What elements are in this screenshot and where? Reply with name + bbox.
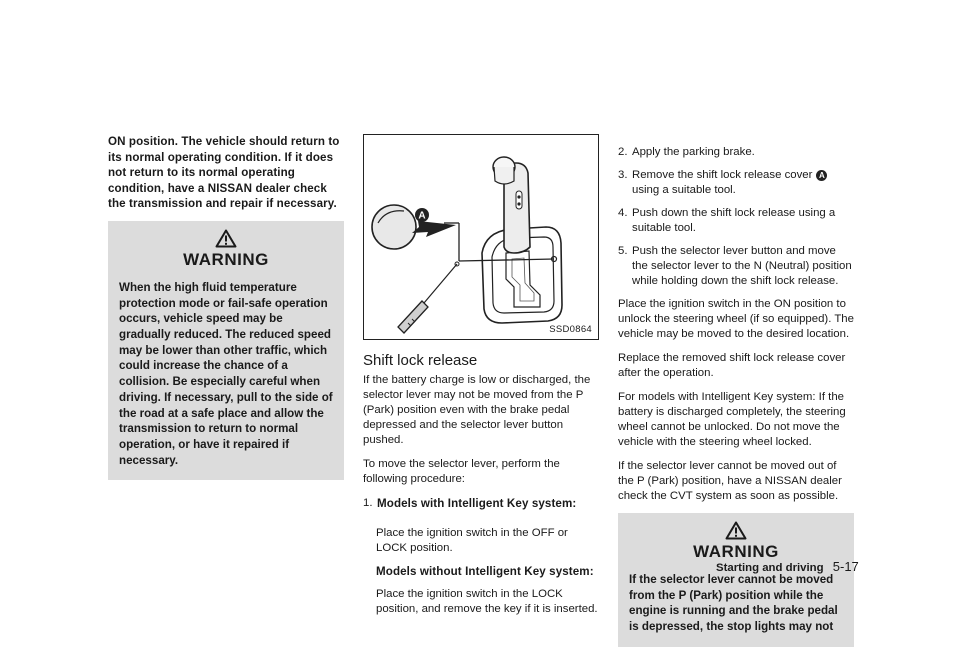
procedure-step-3 (618, 168, 854, 198)
step-text-end: using a suitable tool. (632, 184, 736, 196)
warning-title: WARNING (183, 249, 269, 269)
label-a-badge: A (816, 170, 827, 181)
step-1-details (363, 526, 599, 618)
step-text (632, 168, 854, 198)
figure-code: SSD0864 (549, 324, 592, 335)
page-footer (716, 559, 859, 574)
procedure-step-5 (618, 244, 854, 289)
footer-section: Starting and driving (716, 562, 824, 574)
step-text-start: Remove the shift lock release cover (632, 169, 813, 181)
procedure-step-1 (363, 496, 599, 518)
warning-header (119, 221, 333, 280)
paragraph-intelligent-key: For models with Intelligent Key system: If the battery is discharged completely, the steering wheel cannot be unlocked. Do not move the vehicle with the steering wheel locked. (618, 391, 846, 448)
section-title: Shift lock release (363, 352, 478, 369)
step-content (377, 496, 599, 518)
warning-triangle-icon (725, 521, 747, 540)
warning-title: WARNING (693, 542, 779, 561)
procedure-step-4 (618, 206, 854, 236)
shift-lock-figure (363, 134, 599, 340)
warning-box (108, 221, 344, 480)
step-text-with-key: Place the ignition switch in the OFF or LOCK position. (376, 526, 568, 554)
paragraph-dealer-check: If the selector lever cannot be moved out of the P (Park) position, have a NISSAN dealer check the CVT system as soon as possible. (618, 460, 842, 502)
paragraph-replace-cover: Replace the removed shift lock release cover after the operation. (618, 352, 846, 379)
step-number: 1. (363, 497, 373, 509)
warning-triangle-icon (215, 229, 237, 248)
step-heading-without-key: Models without Intelligent Key system: (376, 564, 594, 578)
intro-paragraph: ON position. The vehicle should return to its normal operating condition. If it does not return to its normal operating condition, have a NISSAN dealer check the transmission and repair if necessary. (108, 135, 340, 211)
warning-text: When the high fluid temperature protection mode or fail-safe operation occurs, vehicle speed may be gradually reduced. The reduced speed may be lower than other traffic, which could increase the chance of a collision. Be especially careful when driving. If necessary, pull to the side of the road at a safe place and allow the transmission to return to normal operation, or have it repaired if necessary. (119, 280, 333, 467)
column-middle (363, 134, 599, 625)
step-text-without-key: Place the ignition switch in the LOCK position, and remove the key if it is inserted. (376, 588, 598, 616)
warning-text: If the selector lever cannot be moved from the P (Park) position while the engine is running and the brake pedal is depressed, the stop lights may not (629, 573, 838, 634)
shift-lock-paragraph-1: If the battery charge is low or discharged, the selector lever may not be moved from the P (Park) position even with the brake pedal depressed and the selector lever button pushed. (363, 374, 591, 446)
step-text: Push down the shift lock release using a suitable tool. (632, 207, 836, 234)
step-number: 3. (618, 169, 628, 181)
step-heading-with-key: Models with Intelligent Key system: (377, 497, 577, 510)
figure-label-a: A (418, 210, 426, 222)
column-left (108, 134, 344, 480)
step-number: 5. (618, 245, 628, 257)
shift-lock-paragraph-2: To move the selector lever, perform the following procedure: (363, 458, 560, 485)
page-number: 5-17 (832, 559, 859, 574)
step-number: 4. (618, 207, 628, 219)
step-text: Push the selector lever button and move the selector lever to the N (Neutral) position while holding down the shift lock release. (632, 245, 852, 287)
procedure-step-2 (618, 145, 854, 160)
paragraph-unlock-steering: Place the ignition switch in the ON position to unlock the steering wheel (if so equipped). The vehicle may be moved to the desired location. (618, 298, 854, 340)
step-text: Apply the parking brake. (632, 146, 755, 158)
warning-box (618, 513, 854, 647)
shift-lever-illustration (364, 135, 598, 339)
step-number: 2. (618, 146, 628, 158)
